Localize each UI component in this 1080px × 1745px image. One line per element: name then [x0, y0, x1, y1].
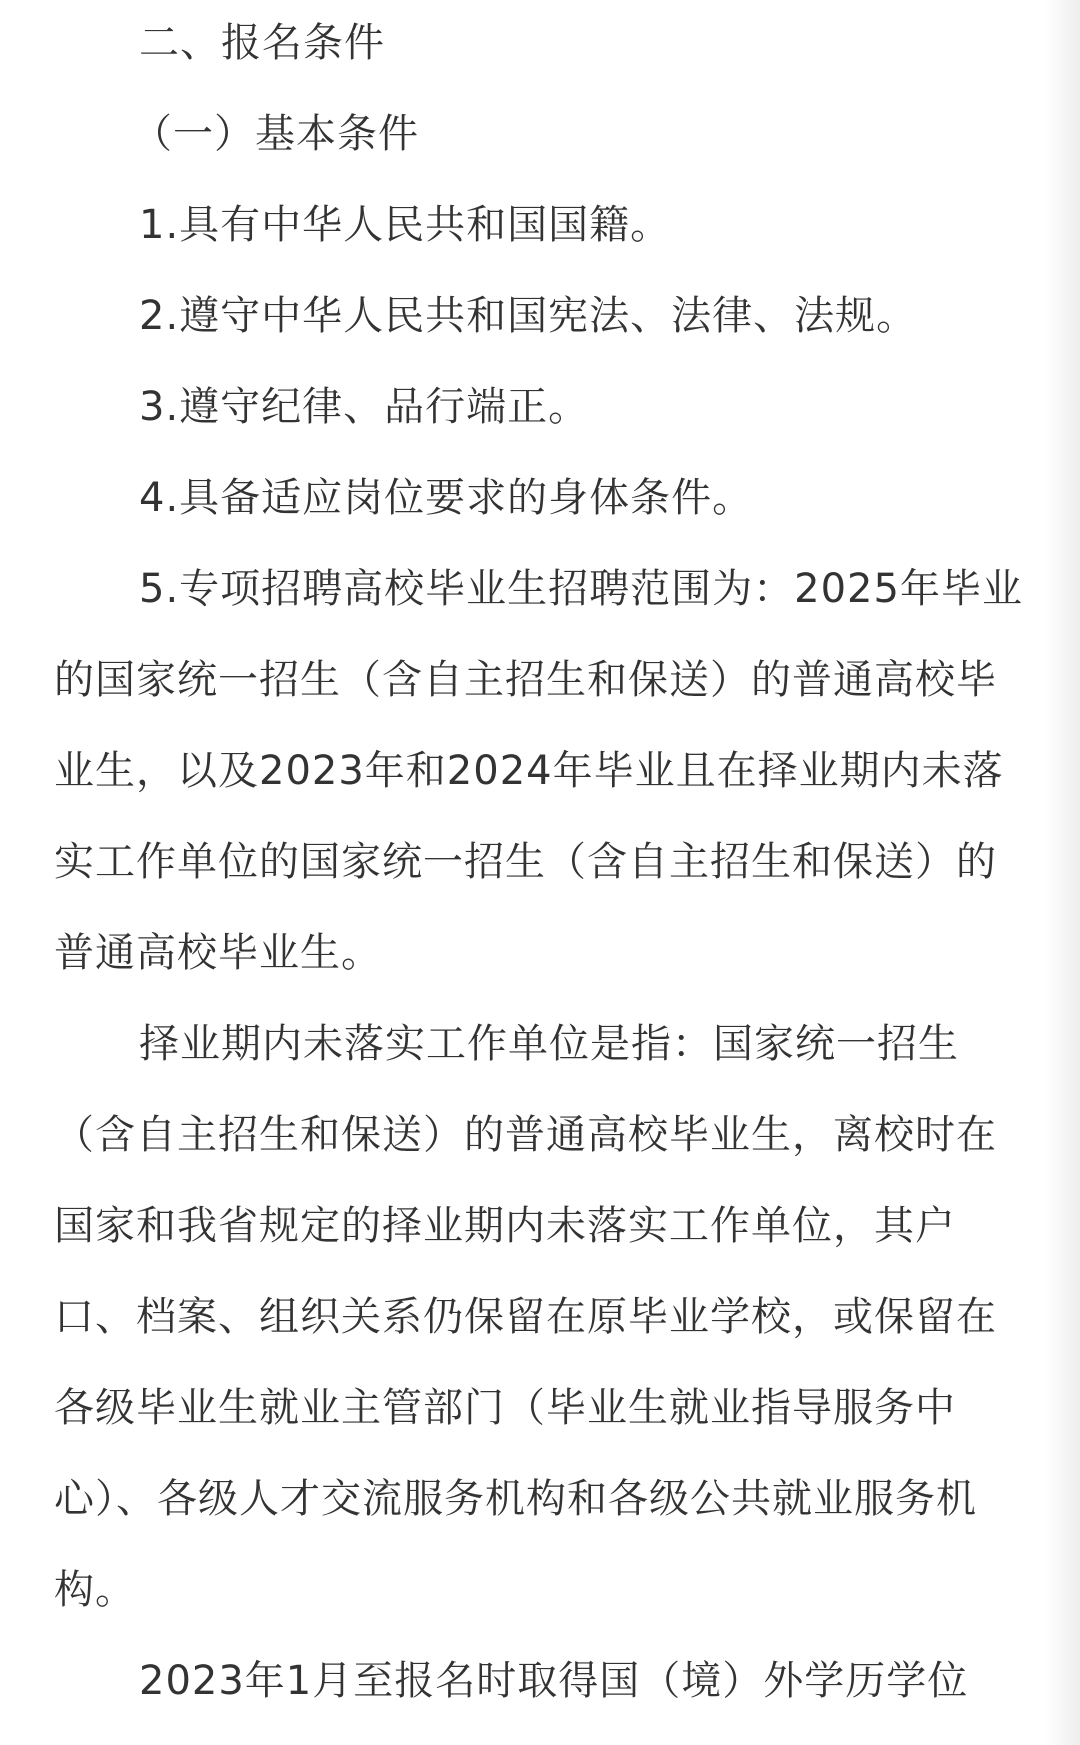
condition-item-4: 4.具备适应岗位要求的身体条件。	[139, 475, 754, 521]
condition-item-2: 2.遵守中华人民共和国宪法、法律、法规。	[139, 293, 918, 339]
section-heading: 二、报名条件	[139, 20, 385, 66]
condition-item-5: 5.专项招聘高校毕业生招聘范围为：2025年毕业的国家统一招生（含自主招生和保送）的普通高校毕业生，以及2023年和2024年毕业且在择业期内未落实工作单位的国家统一招生（含自主招生和保送）的普通高校毕业生。	[54, 566, 1023, 976]
overseas-paragraph: 2023年1月至报名时取得国（境）外学历学位	[139, 1658, 969, 1704]
condition-item-1: 1.具有中华人民共和国国籍。	[139, 202, 672, 248]
definition-paragraph: 择业期内未落实工作单位是指：国家统一招生（含自主招生和保送）的普通高校毕业生，离校时在国家和我省规定的择业期内未落实工作单位，其户口、档案、组织关系仍保留在原毕业学校，或保留在各级毕业生就业主管部门（毕业生就业指导服务中心）、各级人才交流服务机构和各级公共就业服务机构。	[54, 1021, 997, 1613]
document-body	[54, 0, 1026, 1727]
condition-item-3: 3.遵守纪律、品行端正。	[139, 384, 590, 430]
subsection-heading: （一）基本条件	[132, 111, 419, 157]
page-edge-shadow	[1044, 0, 1080, 1745]
